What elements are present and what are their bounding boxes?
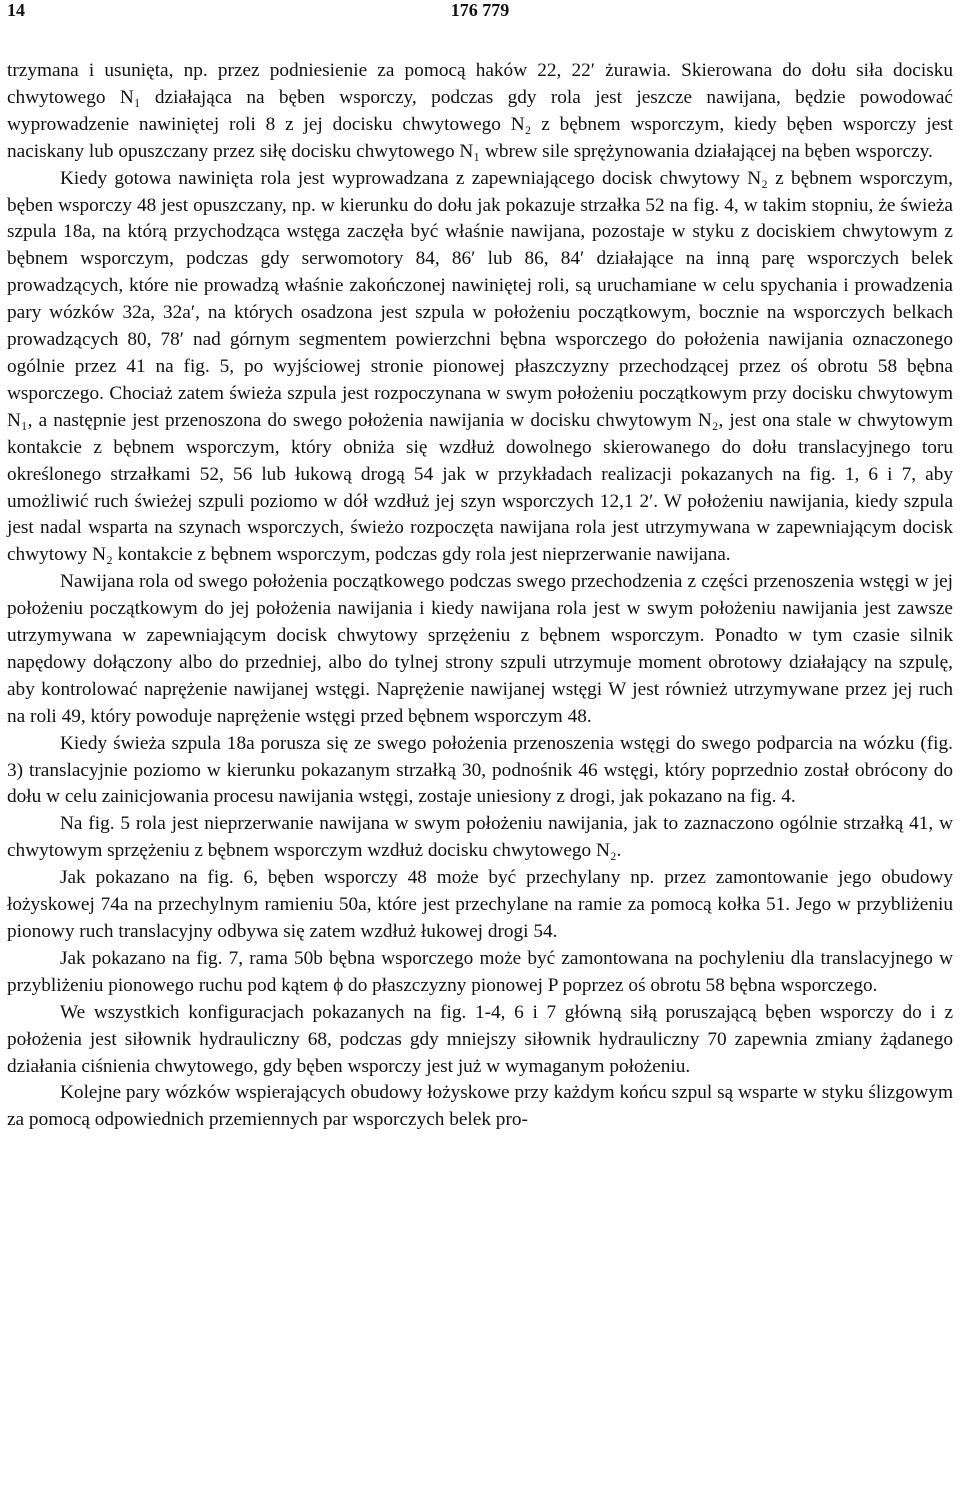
paragraph-continuation: trzymana i usunięta, np. przez podniesienie za pomocą haków 22, 22′ żurawia. Skierowana do dołu siła docisku chwytowego N₁ działająca na bęben wsporczy, podczas gdy rola jest jeszcze nawijana, będzie powodować wyprowadzenie nawiniętej roli 8 z jej docisku chwytowego N₂ z bębnem wsporczym, kiedy bęben wsporczy jest naciskany lub opuszczany przez siłę docisku chwytowego N₁ wbrew sile sprężynowania działającej na bęben wsporczy. [7, 60, 953, 162]
page-number: 14 [7, 0, 25, 20]
paragraph: Nawijana rola od swego położenia początkowego podczas swego przechodzenia z części przenoszenia wstęgi w jej położeniu początkowym do jej położenia nawijania i kiedy nawijana rola jest w swym położeniu nawijania jest zawsze utrzymywana w zapewniającym docisk chwytowy sprzężeniu z bębnem wsporczym. Ponadto w tym czasie silnik napędowy dołączony albo do przedniej, albo do tylnej strony szpuli utrzymuje moment obrotowy działający na szpulę, aby kontrolować naprężenie nawijanej wstęgi. Naprężenie nawijanej wstęgi W jest również utrzymywane przez jej ruch na roli 49, który powoduje naprężenie wstęgi przed bębnem wsporczym 48. [7, 571, 953, 727]
body-text [7, 58, 953, 1134]
paragraph: Jak pokazano na fig. 7, rama 50b bębna wsporczego może być zamontowana na pochyleniu dla translacyjnego w przybliżeniu pionowego ruchu pod kątem ϕ do płaszczyzny pionowej P poprzez oś obrotu 58 bębna wsporczego. [7, 947, 953, 996]
paragraph: Kolejne pary wózków wspierających obudowy łożyskowe przy każdym końcu szpul są wsparte w styku ślizgowym za pomocą odpowiednich przemiennych par wsporczych belek pro- [7, 1082, 953, 1131]
paragraph: Na fig. 5 rola jest nieprzerwanie nawijana w swym położeniu nawijania, jak to zaznaczono ogólnie strzałką 41, w chwytowym sprzężeniu z bębnem wsporczym wzdłuż docisku chwytowego N₂. [7, 813, 953, 862]
paragraph: Kiedy świeża szpula 18a porusza się ze swego położenia przenoszenia wstęgi do swego podparcia na wózku (fig. 3) translacyjnie poziomo w kierunku pokazanym strzałką 30, podnośnik 46 wstęgi, który poprzednio został obrócony do dołu w celu zainicjowania procesu nawijania wstęgi, zostaje uniesiony z drogi, jak pokazano na fig. 4. [7, 732, 953, 808]
patent-number: 176 779 [450, 0, 510, 20]
paragraph: Kiedy gotowa nawinięta rola jest wyprowadzana z zapewniającego docisk chwytowy N₂ z bębnem wsporczym, bęben wsporczy 48 jest opuszczany, np. w kierunku do dołu jak pokazuje strzałka 52 na fig. 4, w takim stopniu, że świeża szpula 18a, na którą przychodząca wstęga zaczęła być właśnie nawijana, pozostaje w styku z dociskiem chwytowym z bębnem wsporczym, podczas gdy serwomotory 84, 86′ lub 86, 84′ działające na inną parę wsporczych belek prowadzących, które nie prowadzą właśnie zakończonej nawiniętej roli, są uruchamiane w celu spychania i prowadzenia pary wózków 32a, 32a′, na których osadzona jest szpula w położeniu początkowym, bocznie na wsporczych belkach prowadzących 80, 78′ nad górnym segmentem powierzchni bębna wsporczego do położenia nawijania oznaczonego ogólnie przez 41 na fig. 5, po wyjściowej stronie pionowej płaszczyzny przechodzącej przez oś obrotu 58 bębna wsporczego. Chociaż zatem świeża szpula jest rozpoczynana w swym położeniu początkowym przy docisku chwytowym N₁, a następnie jest przenoszona do swego położenia nawijania w docisku chwytowym N₂, jest ona stale w chwytowym kontakcie z bębnem wsporczym, który obniża się wzdłuż dowolnego skierowanego do dołu translacyjnego toru określonego strzałkami 52, 56 lub łukową drogą 54 jak w przykładach realizacji pokazanych na fig. 1, 6 i 7, aby umożliwić ruch świeżej szpuli poziomo w dół wzdłuż jej szyn wsporczych 12,1 2′. W położeniu nawijania, kiedy szpula jest nadal wsparta na szynach wsporczych, świeżo rozpoczęta nawijana rola jest utrzymywana w zapewniającym docisk chwytowy N₂ kontakcie z bębnem wsporczym, podczas gdy rola jest nieprzerwanie nawijana. [7, 167, 953, 566]
page-header [7, 0, 953, 40]
document-page [7, 0, 953, 1498]
paragraph: Jak pokazano na fig. 6, bęben wsporczy 48 może być przechylany np. przez zamontowanie jego obudowy łożyskowej 74a na przechylnym ramieniu 50a, które jest przechylane na ramie za pomocą kołka 51. Jego w przybliżeniu pionowy ruch translacyjny odbywa się zatem wzdłuż łukowej drogi 54. [7, 867, 953, 942]
paragraph: We wszystkich konfiguracjach pokazanych na fig. 1-4, 6 i 7 główną siłą poruszającą bęben wsporczy do i z położenia jest siłownik hydrauliczny 68, podczas gdy mniejszy siłownik hydrauliczny 70 zapewnia zmiany żądanego działania ciśnienia chwytowego, gdy bęben wsporczy jest już w wymaganym położeniu. [7, 1001, 953, 1077]
